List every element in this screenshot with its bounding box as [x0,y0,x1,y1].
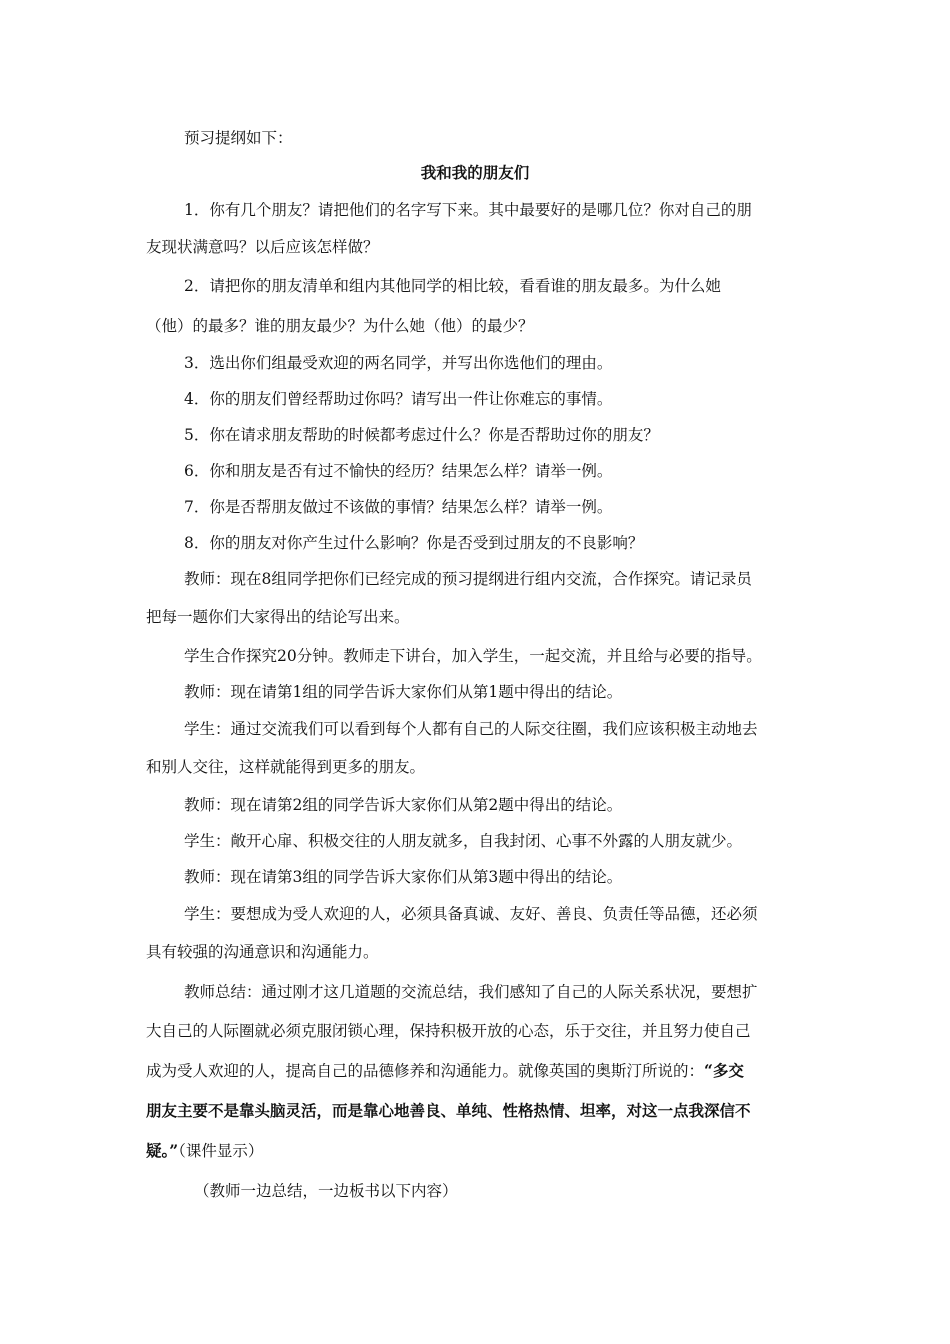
summary-line-1: 教师总结：通过刚才这几道题的交流总结，我们感知了自己的人际关系状况，要想扩 [184,983,758,1001]
question-7: 7．你是否帮朋友做过不该做的事情？结果怎么样？请举一例。 [184,498,613,516]
question-8: 8．你的朋友对你产生过什么影响？你是否受到过朋友的不良影响？ [184,534,644,552]
quote-end: 疑。” [146,1141,179,1160]
question-1-line-2: 友现状满意吗？以后应该怎样做？ [146,238,379,256]
student-line-3a: 学生：要想成为受人欢迎的人，必须具备真诚、友好、善良、负责任等品德，还必须 [184,905,758,923]
board-note: （教师一边总结，一边板书以下内容） [194,1182,458,1200]
question-4: 4．你的朋友们曾经帮助过你吗？请写出一件让你难忘的事情。 [184,390,613,408]
question-6: 6．你和朋友是否有过不愉快的经历？结果怎么样？请举一例。 [184,462,613,480]
teacher-line-3: 教师：现在请第2组的同学告诉大家你们从第2题中得出的结论。 [184,796,623,814]
teacher-line-1a: 教师：现在8组同学把你们已经完成的预习提纲进行组内交流，合作探究。请记录员 [184,570,752,588]
student-line-1a: 学生：通过交流我们可以看到每个人都有自己的人际交往圈，我们应该积极主动地去 [184,720,758,738]
summary-line-2: 大自己的人际圈就必须克服闭锁心理，保持积极开放的心态，乐于交往，并且努力使自己 [146,1022,751,1040]
intro-line: 预习提纲如下： [184,129,293,147]
question-3: 3．选出你们组最受欢迎的两名同学，并写出你选他们的理由。 [184,354,613,372]
teacher-line-2: 教师：现在请第1组的同学告诉大家你们从第1题中得出的结论。 [184,683,623,701]
quote-line: 朋友主要不是靠头脑灵活，而是靠心地善良、单纯、性格热情、坦率，对这一点我深信不 [146,1101,751,1120]
student-line-2: 学生：敞开心扉、积极交往的人朋友就多，自我封闭、心事不外露的人朋友就少。 [184,832,743,850]
teacher-line-1b: 把每一题你们大家得出的结论写出来。 [146,608,410,626]
courseware-note: （课件显示） [178,1142,264,1160]
student-line-1b: 和别人交往，这样就能得到更多的朋友。 [146,758,426,776]
question-1-line-1: 1．你有几个朋友？请把他们的名字写下来。其中最要好的是哪几位？你对自己的朋 [184,201,752,219]
student-line-3b: 具有较强的沟通意识和沟通能力。 [146,943,379,961]
quote-end-line [146,1141,263,1161]
summary-line-3 [146,1061,744,1081]
question-2-line-2: （他）的最多？谁的朋友最少？为什么她（他）的最少？ [146,317,534,335]
question-5: 5．你在请求朋友帮助的时候都考虑过什么？你是否帮助过你的朋友？ [184,426,659,444]
teacher-line-4: 教师：现在请第3组的同学告诉大家你们从第3题中得出的结论。 [184,868,623,886]
activity-line: 学生合作探究20分钟。教师走下讲台，加入学生，一起交流，并且给与必要的指导。 [184,647,762,665]
section-title: 我和我的朋友们 [420,163,530,182]
quote-start: “多交 [704,1061,744,1080]
question-2-line-1: 2．请把你的朋友清单和组内其他同学的相比较，看看谁的朋友最多。为什么她 [184,277,721,295]
summary-text: 成为受人欢迎的人，提高自己的品德修养和沟通能力。就像英国的奥斯汀所说的： [146,1062,705,1080]
